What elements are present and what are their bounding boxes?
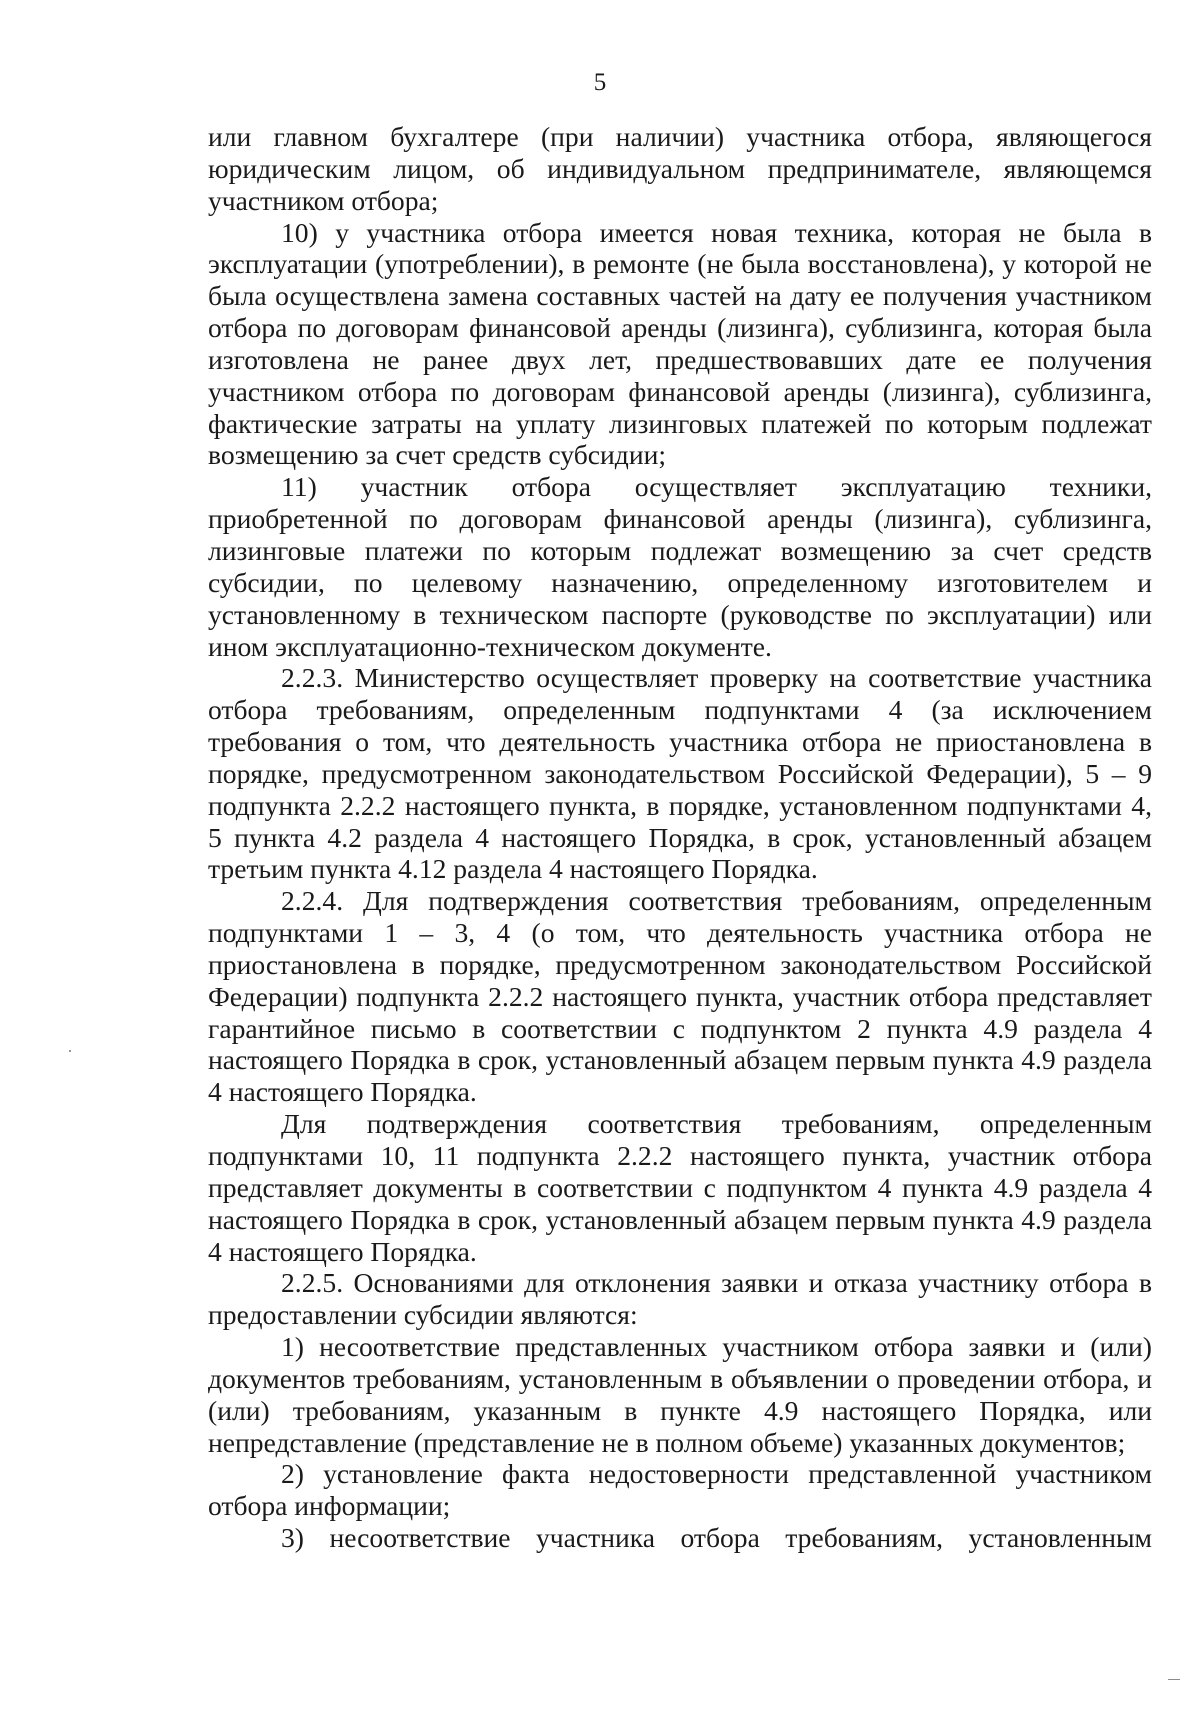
paragraph-ground-1: 1) несоответствие представленных участником отбора заявки и (или) документов требованиям, установленным в объявлении о проведении отбора, и (или) требованиям, указанным в пункте 4.9 настоящего Порядка, или непредставление (представление не в полном объеме) указанных документов; (208, 1331, 1152, 1458)
document-body (208, 121, 1152, 1554)
paragraph-ground-2: 2) установление факта недостоверности представленной участником отбора информации; (208, 1458, 1152, 1522)
paragraph-confirmation-documents: Для подтверждения соответствия требованиям, определенным подпунктами 10, 11 подпункта 2.2.2 настоящего пункта, участник отбора представляет документы в соответствии с подпунктом 4 пункта 4.9 раздела 4 настоящего Порядка в срок, установленный абзацем первым пункта 4.9 раздела 4 настоящего Порядка. (208, 1108, 1152, 1267)
scan-speck (69, 1050, 71, 1052)
paragraph-2-2-3: 2.2.3. Министерство осуществляет проверку на соответствие участника отбора требованиям, определенным подпунктами 4 (за исключением требования о том, что деятельность участника отбора не приостановлена в порядке, предусмотренном законодательством Российской Федерации), 5 – 9 подпункта 2.2.2 настоящего пункта, в порядке, установленном подпунктами 4, 5 пункта 4.2 раздела 4 настоящего Порядка, в срок, установленный абзацем третьим пункта 4.12 раздела 4 настоящего Порядка. (208, 662, 1152, 885)
page-number: 5 (593, 69, 607, 96)
paragraph-2-2-4: 2.2.4. Для подтверждения соответствия требованиям, определенным подпунктами 1 – 3, 4 (о том, что деятельность участника отбора не приостановлена в порядке, предусмотренном законодательством Российской Федерации) подпункта 2.2.2 настоящего пункта, участник отбора представляет гарантийное письмо в соответствии с подпунктом 2 пункта 4.9 раздела 4 настоящего Порядка в срок, установленный абзацем первым пункта 4.9 раздела 4 настоящего Порядка. (208, 885, 1152, 1108)
paragraph-ground-3: 3) несоответствие участника отбора требованиям, установленным (281, 1522, 1152, 1554)
scan-edge-mark (1168, 1679, 1180, 1680)
paragraph-item-10: 10) у участника отбора имеется новая техника, которая не была в эксплуатации (употреблении), в ремонте (не была восстановлена), у которой не была осуществлена замена составных частей на дату ее получения участником отбора по договорам финансовой аренды (лизинга), сублизинга, которая была изготовлена не ранее двух лет, предшествовавших дате ее получения участником отбора по договорам финансовой аренды (лизинга), сублизинга, фактические затраты на уплату лизинговых платежей по которым подлежат возмещению за счет средств субсидии; (208, 216, 1152, 471)
paragraph-continuation: или главном бухгалтере (при наличии) участника отбора, являющегося юридическим лицом, об индивидуальном предпринимателе, являющемся участником отбора; (208, 121, 1152, 216)
paragraph-2-2-5: 2.2.5. Основаниями для отклонения заявки и отказа участнику отбора в предоставлении субсидии являются: (208, 1267, 1152, 1331)
paragraph-item-11: 11) участник отбора осуществляет эксплуатацию техники, приобретенной по договорам финансовой аренды (лизинга), сублизинга, лизинговые платежи по которым подлежат возмещению за счет средств субсидии, по целевому назначению, определенному изготовителем и установленному в техническом паспорте (руководстве по эксплуатации) или ином эксплуатационно-техническом документе. (208, 471, 1152, 662)
